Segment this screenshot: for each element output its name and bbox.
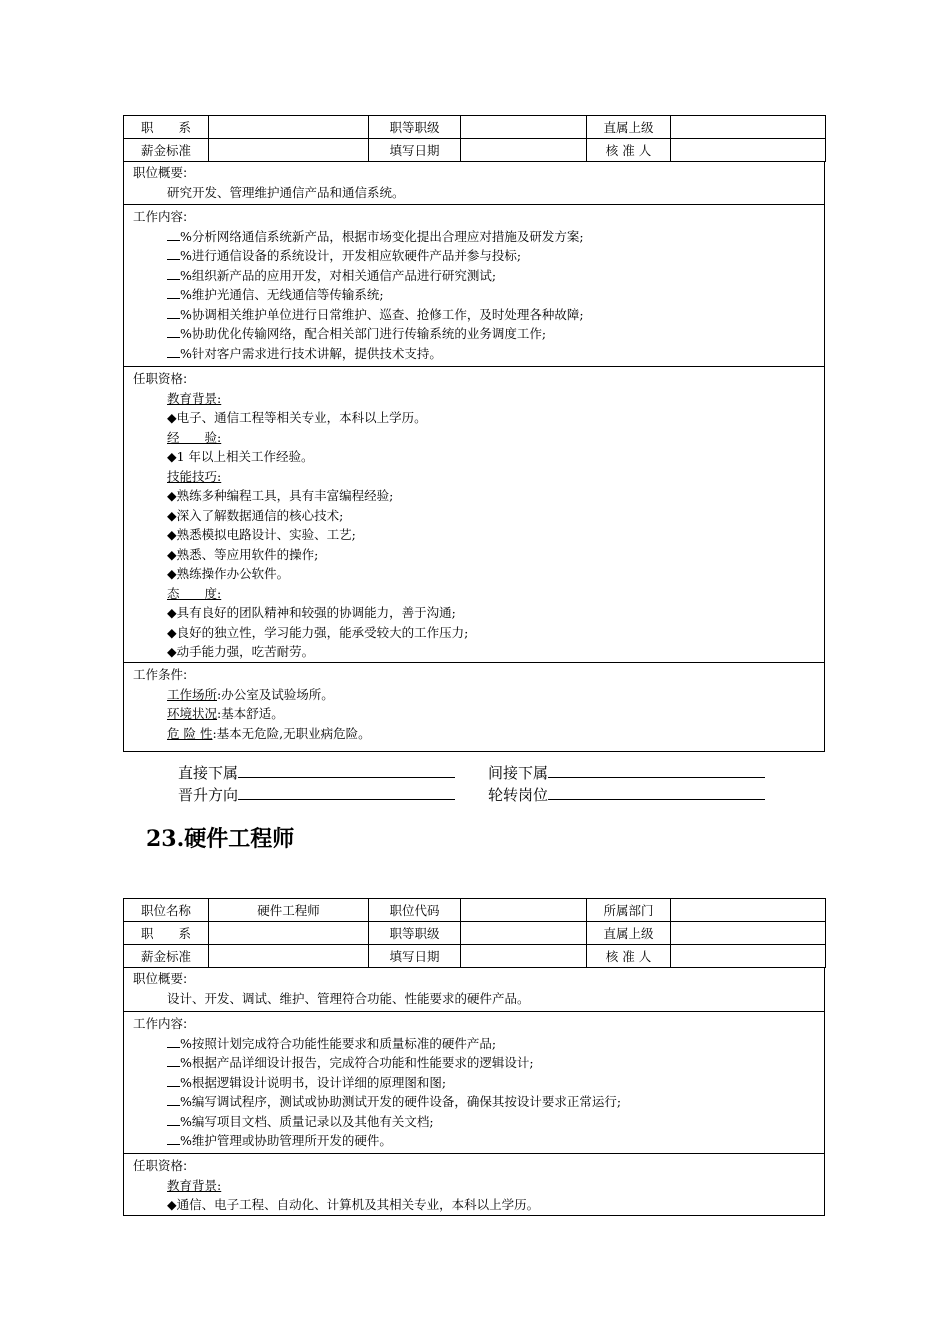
department-label: 所属部门 (587, 899, 671, 922)
job-code-value[interactable] (461, 899, 587, 922)
list-item: %根据产品详细设计报告，完成符合功能和性能要求的逻辑设计; (124, 1053, 824, 1073)
list-item: ◆熟练多种编程工具，具有丰富编程经验; (167, 488, 394, 503)
table-row (124, 922, 826, 945)
section-heading: 工作内容: (133, 1016, 188, 1031)
fill-blank[interactable] (167, 229, 180, 241)
workplace-line: 工作场所:办公室及试验场所。 (167, 686, 334, 702)
list-item: ◆通信、电子工程、自动化、计算机及其相关专业，本科以上学历。 (167, 1197, 540, 1212)
list-item: ◆具有良好的团队精神和较强的协调能力，善于沟通; (167, 605, 456, 620)
fill-date-label: 填写日期 (369, 139, 461, 162)
qualifications-section (123, 1154, 825, 1216)
section-heading: 任职资格: (133, 1158, 188, 1173)
list-item: ◆熟悉模拟电路设计、实验、工艺; (167, 527, 356, 542)
salary-label: 薪金标准 (124, 139, 209, 162)
summary-text: 设计、开发、调试、维护、管理符合功能、性能要求的硬件产品。 (167, 990, 530, 1006)
list-item: %针对客户需求进行技术讲解，提供技术支持。 (124, 344, 824, 364)
work-conditions-section (123, 663, 825, 752)
list-item: ◆动手能力强，吃苦耐劳。 (167, 644, 315, 659)
list-item: ◆熟练操作办公软件。 (167, 566, 290, 581)
job-duties-section (123, 205, 825, 367)
fill-date-label: 填写日期 (369, 945, 461, 968)
table-row (124, 139, 826, 162)
job-code-label: 职位代码 (369, 899, 461, 922)
fill-blank[interactable] (167, 268, 180, 280)
grade-value[interactable] (461, 116, 587, 139)
salary-value[interactable] (209, 945, 369, 968)
education-label: 教育背景: (167, 1177, 222, 1193)
table-row (124, 945, 826, 968)
list-item: ◆熟悉、等应用软件的操作; (167, 546, 319, 562)
promotion-path-line: 晋升方向 (178, 784, 455, 806)
list-item: %组织新产品的应用开发，对相关通信产品进行研究测试; (124, 266, 824, 286)
fill-blank[interactable] (167, 1075, 180, 1087)
supervisor-label: 直属上级 (587, 116, 671, 139)
department-value[interactable] (671, 899, 826, 922)
category-label: 职 系 (124, 922, 209, 945)
section-heading: 工作条件: (133, 667, 188, 682)
experience-label: 经 验: (167, 429, 222, 445)
list-item: %协调相关维护单位进行日常维护、巡查、抢修工作，及时处理各种故障; (124, 305, 824, 325)
fill-line[interactable] (238, 762, 455, 778)
fill-blank[interactable] (167, 326, 180, 338)
fill-blank[interactable] (167, 1133, 180, 1145)
job-title-value[interactable]: 硬件工程师 (209, 899, 369, 922)
fill-blank[interactable] (167, 307, 180, 319)
summary-text: 研究开发、管理维护通信产品和通信系统。 (167, 184, 405, 200)
section-heading: 工作内容: (133, 209, 188, 224)
list-item: %维护光通信、无线通信等传输系统; (124, 285, 824, 305)
fill-blank[interactable] (167, 1055, 180, 1067)
fill-blank[interactable] (167, 1036, 180, 1048)
supervisor-value[interactable] (671, 116, 826, 139)
grade-label: 职等职级 (369, 116, 461, 139)
department-value[interactable] (209, 116, 369, 139)
job-title-label: 职位名称 (124, 899, 209, 922)
grade-value[interactable] (461, 922, 587, 945)
section-heading: 职位概要: (133, 971, 188, 986)
supervisor-value[interactable] (671, 922, 826, 945)
approver-value[interactable] (671, 139, 826, 162)
job-summary-section (123, 967, 825, 1012)
list-item: %根据逻辑设计说明书，设计详细的原理图和图; (124, 1073, 824, 1093)
category-value[interactable] (209, 922, 369, 945)
section-title: 23.硬件工程师 (146, 826, 295, 852)
fill-date-value[interactable] (461, 139, 587, 162)
list-item: ◆电子、通信工程等相关专业，本科以上学历。 (167, 410, 427, 425)
list-item: %编写项目文档、质量记录以及其他有关文档; (124, 1112, 824, 1132)
fill-blank[interactable] (167, 1114, 180, 1126)
job-form-1-header-table (123, 115, 826, 162)
approver-label: 核 准 人 (587, 139, 671, 162)
department-label: 职 系 (124, 116, 209, 139)
education-label: 教育背景: (167, 390, 222, 406)
qualifications-section (123, 367, 825, 663)
fill-blank[interactable] (167, 1094, 180, 1106)
approver-value[interactable] (671, 945, 826, 968)
list-item: ◆深入了解数据通信的核心技术; (167, 507, 344, 523)
job-duties-section (123, 1012, 825, 1154)
fill-line[interactable] (548, 762, 765, 778)
direct-subordinates-line: 直接下属 (178, 762, 455, 784)
fill-blank[interactable] (167, 248, 180, 260)
grade-label: 职等职级 (369, 922, 461, 945)
attitude-label: 态 度: (167, 585, 222, 601)
fill-blank[interactable] (167, 287, 180, 299)
list-item: %进行通信设备的系统设计，开发相应软硬件产品并参与投标; (124, 246, 824, 266)
job-form-2-header-table (123, 898, 826, 968)
salary-label: 薪金标准 (124, 945, 209, 968)
list-item: %按照计划完成符合功能性能要求和质量标准的硬件产品; (124, 1034, 824, 1054)
skills-label: 技能技巧: (167, 468, 222, 484)
list-item: %分析网络通信系统新产品，根据市场变化提出合理应对措施及研发方案; (124, 227, 824, 247)
salary-value[interactable] (209, 139, 369, 162)
list-item: ◆良好的独立性，学习能力强，能承受较大的工作压力; (167, 624, 469, 640)
supervisor-label: 直属上级 (587, 922, 671, 945)
job-summary-section (123, 161, 825, 205)
fill-blank[interactable] (167, 346, 180, 358)
fill-date-value[interactable] (461, 945, 587, 968)
section-heading: 职位概要: (133, 165, 188, 180)
fill-line[interactable] (238, 784, 455, 800)
table-row (124, 899, 826, 922)
indirect-subordinates-line: 间接下属 (488, 762, 765, 784)
fill-line[interactable] (548, 784, 765, 800)
environment-line: 环境状况:基本舒适。 (167, 706, 284, 721)
list-item: %编写调试程序，测试或协助测试开发的硬件设备，确保其按设计要求正常运行; (124, 1092, 824, 1112)
section-heading: 任职资格: (133, 371, 188, 386)
list-item: %维护管理或协助管理所开发的硬件。 (124, 1131, 824, 1151)
list-item: %协助优化传输网络，配合相关部门进行传输系统的业务调度工作; (124, 324, 824, 344)
approver-label: 核 准 人 (587, 945, 671, 968)
rotation-post-line: 轮转岗位 (488, 784, 765, 806)
risk-line: 危 险 性:基本无危险,无职业病危险。 (167, 725, 371, 741)
table-row (124, 116, 826, 139)
list-item: ◆1 年以上相关工作经验。 (167, 449, 314, 464)
